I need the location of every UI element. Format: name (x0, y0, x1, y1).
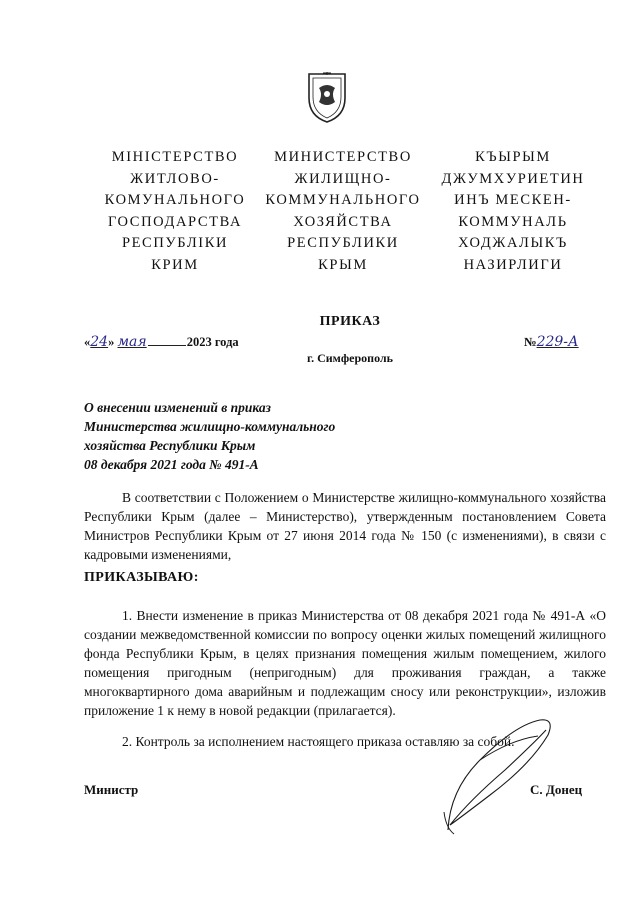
header-line: КЪЫРЫМ (475, 149, 551, 165)
signer-name: С. Донец (530, 782, 583, 797)
header-line: МІНІСТЕРСТВО (111, 149, 239, 165)
order-item-text: 2. Контроль за исполнением настоящего приказа оставляю за собой. (122, 734, 515, 749)
preamble-text: В соответствии с Положением о Министерстве жилищно-коммунального хозяйства Республики Крым (далее – Министерство), утвержденным постановлением Совета Министров Республики Крым от 27 июня 2014 года № 150 (с изменениями), в связи с кадровыми изменениями, (84, 490, 606, 562)
header-ukrainian (100, 147, 250, 276)
header-line: КОММУНАЛЬ (458, 213, 568, 230)
subject-line: Министерства жилищно-коммунального (84, 419, 336, 434)
header-line: ДЖУМХУРИЕТИН (441, 170, 585, 187)
header-line: ИНЪ МЕСКЕН- (454, 192, 572, 208)
coat-of-arms-emblem (305, 72, 349, 124)
order-title: ПРИКАЗ (319, 314, 381, 329)
subject-line: 08 декабря 2021 года № 491-А (84, 457, 259, 472)
order-item-text: 1. Внести изменение в приказ Министерства от 08 декабря 2021 года № 491-А «О создании межведомственной комиссии по вопросу оценки жилых помещений жилищного фонда Республики Крым, в целях признания помещения жилым помещением, жилого помещения пригодным (непригодным) для проживания граждан, а также многоквартирного дома аварийным и подлежащим сносу или реконструкции», изложив приложение 1 к нему в новой редакции (прилагается). (84, 608, 606, 718)
header-line: ХОЗЯЙСТВА (293, 213, 393, 230)
date-year: 2023 года (186, 335, 239, 349)
directive-heading: ПРИКАЗЫВАЮ: (84, 570, 199, 585)
order-date (84, 334, 239, 350)
header-line: НАЗИРЛИГИ (463, 256, 563, 273)
header-line: ГОСПОДАРСТВА (107, 213, 243, 230)
header-line: РЕСПУБЛИКИ (287, 235, 399, 251)
subject-line: хозяйства Республики Крым (84, 438, 256, 453)
number-prefix: № (524, 335, 537, 349)
signer-position: Министр (84, 782, 139, 797)
header-russian (258, 147, 428, 276)
header-line: КРИМ (151, 256, 199, 273)
order-subject (84, 398, 335, 474)
date-underline (148, 344, 186, 346)
header-line: РЕСПУБЛІКИ (121, 235, 229, 251)
order-city: г. Симферополь (307, 351, 393, 365)
header-line: КРЫМ (318, 256, 368, 273)
header-crimean-tatar (428, 147, 598, 276)
header-line: КОМУНАЛЬНОГО (104, 192, 246, 208)
number-value: 229-А (536, 334, 579, 350)
preamble (84, 488, 606, 564)
header-line: ХОДЖАЛЫКЪ (458, 235, 568, 251)
handwritten-signature (420, 680, 560, 840)
header-line: ЖИТЛОВО- (130, 170, 220, 187)
date-month: мая (117, 334, 147, 350)
header-line: КОММУНАЛЬНОГО (265, 192, 421, 208)
subject-line: О внесении изменений в приказ (84, 400, 271, 415)
date-quote-open: « (84, 335, 91, 349)
header-line: МИНИСТЕРСТВО (274, 149, 412, 165)
date-quote-close: » (108, 335, 115, 349)
header-line: ЖИЛИЩНО- (294, 170, 392, 187)
date-day: 24 (90, 334, 109, 350)
order-number (524, 334, 579, 350)
